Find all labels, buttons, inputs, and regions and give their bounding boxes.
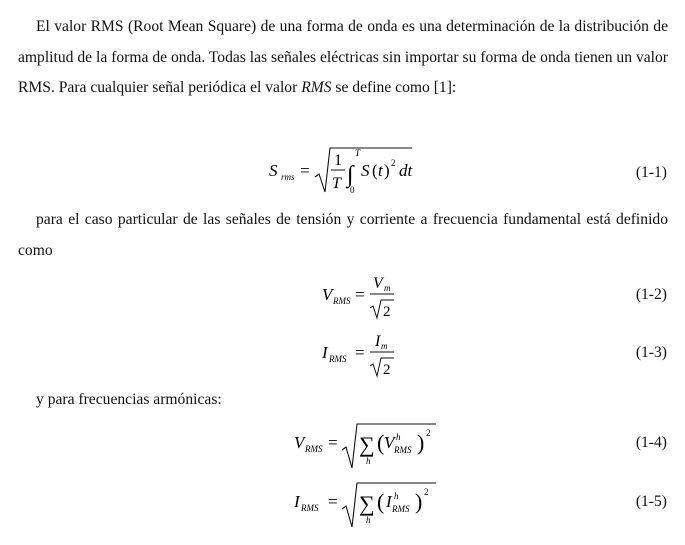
eq3-equals: = [355,343,365,362]
paragraph-fundamental: para el caso particular de las señales de tensión y corriente a frecuencia fundamental está definido como [18,211,668,259]
equation-1-3 [0,330,685,380]
equation-1-5 [0,477,685,532]
eq5-lhs: I [294,492,300,511]
eq2-den: 2 [383,304,391,320]
eq5-lhs-sub: RMS [301,503,319,513]
eq1-lhs: S [269,161,278,180]
eq5-equals: = [328,492,338,511]
equation-1-3-formula [318,330,438,380]
paren-left: ( [377,489,385,514]
equation-1-2-formula [318,272,438,322]
eq1-upper: T [355,148,361,158]
equation-number: (1-4) [635,434,667,451]
equation-1-2 [0,272,685,322]
eq1-exp: 2 [391,158,396,168]
equation-number: (1-1) [635,164,667,181]
eq4-lhs: V [294,433,305,452]
paragraph-harmonics: y para frecuencias armónicas: [36,391,222,408]
eq1-S: S [361,161,370,180]
rms-italic: RMS [301,79,332,96]
eq4-var: V [384,433,395,452]
eq2-lhs: V [322,285,333,304]
eq4-exp: 2 [426,428,431,438]
equation-number: (1-5) [635,493,667,510]
eq5-var: I [386,492,392,511]
eq1-lower: 0 [350,185,355,195]
eq3-lhs: I [322,343,328,362]
equation-1-4 [0,418,685,473]
eq1-t: t [378,161,383,180]
eq3-lhs-sub: RMS [329,354,347,364]
eq2-num-sub: m [384,283,391,293]
equation-1-1-formula [262,140,562,200]
equation-1-1 [0,140,685,200]
eq5-exp: 2 [424,487,429,497]
eq1-lhs-sub: rms [281,172,295,182]
eq2-equals: = [355,285,365,304]
sum-sign: ∑ [359,491,375,516]
eq2-lhs-sub: RMS [333,296,351,306]
equation-number: (1-3) [635,344,667,361]
equation-number: (1-2) [635,286,667,303]
eq4-equals: = [328,433,338,452]
equation-1-4-formula [290,418,450,473]
equation-1-5-formula [290,477,450,532]
eq1-equals: = [300,161,310,180]
eq4-var-sup: h [396,432,401,442]
paragraph-text: se define como [1]: [331,79,457,96]
eq5-var-sup: h [394,491,399,501]
sum-sign: ∑ [359,432,375,457]
paragraph-rms-definition [18,12,668,104]
eq5-sum-sub: h [366,515,371,525]
eq4-sum-sub: h [366,456,371,466]
paragraph-text: El valor RMS (Root Mean Square) de una forma de onda es una determinación de la distribución de amplitud de la forma de onda. Todas las señales eléctricas sin importar su forma de onda tienen un valor RMS. Para cualquier señal periódica el valor [18,18,668,96]
eq1-T: T [332,175,341,192]
paren-left: ( [372,161,378,180]
paren-right: ) [384,161,390,180]
paren-right: ) [417,430,425,455]
integral-sign: ∫ [347,162,354,188]
eq1-one: 1 [334,152,342,169]
eq3-den: 2 [383,362,391,378]
eq3-num-sub: m [381,341,388,351]
eq1-dt: dt [399,161,413,180]
eq5-var-sub: RMS [392,504,410,514]
paren-right: ) [415,489,423,514]
eq2-num: V [373,275,383,292]
eq3-num: I [375,333,381,350]
eq4-lhs-sub: RMS [305,444,323,454]
paren-left: ( [377,430,385,455]
eq4-var-sub: RMS [394,445,412,455]
